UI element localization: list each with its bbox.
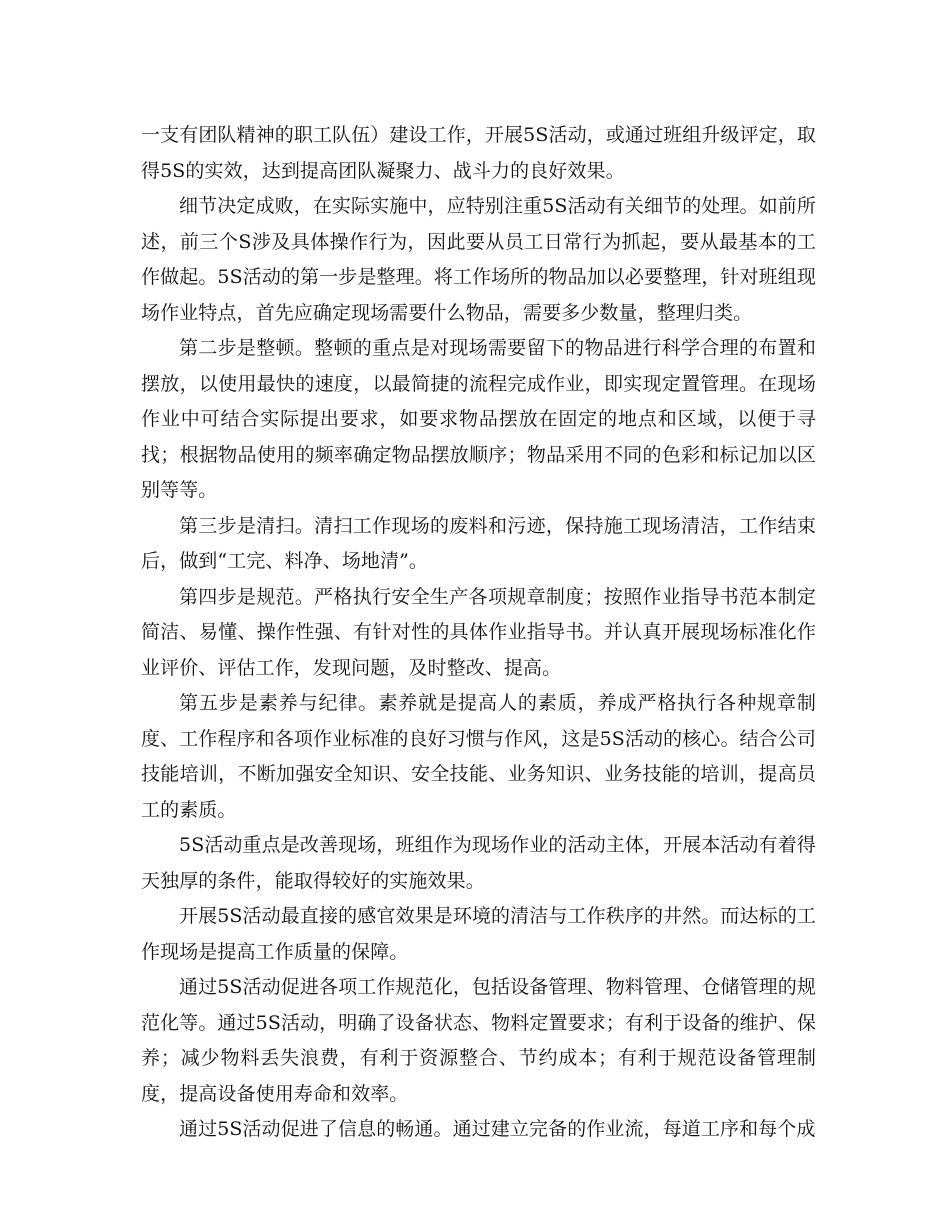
paragraph-fifth-step: 第五步是素养与纪律。素养就是提高人的素质，养成严格执行各种规章制度、工作程序和各项作业标准的良好习惯与作风，这是5S活动的核心。结合公司技能培训，不断加强安全知识、安全技能、业务知识、业务技能的培训，提高员工的素质。 xyxy=(141,692,816,821)
paragraph-5s-focus: 5S活动重点是改善现场，班组作为现场作业的活动主体，开展本活动有着得天独厚的条件，能取得较好的实施效果。 xyxy=(141,834,816,892)
document-body xyxy=(141,118,816,1148)
paragraph-5s-effect: 开展5S活动最直接的感官效果是环境的清洁与工作秩序的井然。而达标的工作现场是提高工作质量的保障。 xyxy=(141,905,816,963)
paragraph-continued: 一支有团队精神的职工队伍）建设工作，开展5S活动，或通过班组升级评定，取得5S的实效，达到提高团队凝聚力、战斗力的良好效果。 xyxy=(141,124,816,182)
paragraph-5s-information: 通过5S活动促进了信息的畅通。通过建立完备的作业流，每道工序和每个成 xyxy=(179,1118,816,1140)
paragraph-5s-standardization: 通过5S活动促进各项工作规范化，包括设备管理、物料管理、仓储管理的规范化等。通过5S活动，明确了设备状态、物料定置要求；有利于设备的维护、保养；减少物料丢失浪费，有利于资源整合、节约成本；有利于规范设备管理制度，提高设备使用寿命和效率。 xyxy=(141,976,816,1105)
paragraph-second-step: 第二步是整顿。整顿的重点是对现场需要留下的物品进行科学合理的布置和摆放，以使用最快的速度，以最简捷的流程完成作业，即实现定置管理。在现场作业中可结合实际提出要求，如要求物品摆放在固定的地点和区域，以便于寻找；根据物品使用的频率确定物品摆放顺序；物品采用不同的色彩和标记加以区别等等。 xyxy=(141,337,816,501)
paragraph-third-step: 第三步是清扫。清扫工作现场的废料和污迹，保持施工现场清洁，工作结束后，做到“工完、料净、场地清”。 xyxy=(141,514,816,572)
paragraph-details-first-step: 细节决定成败，在实际实施中，应特别注重5S活动有关细节的处理。如前所述，前三个S涉及具体操作行为，因此要从员工日常行为抓起，要从最基本的工作做起。5S活动的第一步是整理。将工作场所的物品加以必要整理，针对班组现场作业特点，首先应确定现场需要什么物品，需要多少数量，整理归类。 xyxy=(141,195,816,324)
paragraph-fourth-step: 第四步是规范。严格执行安全生产各项规章制度；按照作业指导书范本制定简洁、易懂、操作性强、有针对性的具体作业指导书。并认真开展现场标准化作业评价、评估工作，发现问题，及时整改、提高。 xyxy=(141,585,816,679)
